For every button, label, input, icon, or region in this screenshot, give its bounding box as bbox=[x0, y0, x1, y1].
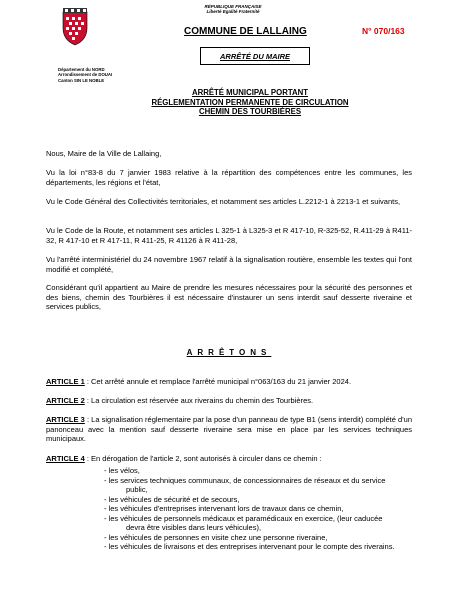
list-item: - les véhicules de personnes en visite chez une personne riveraine, bbox=[104, 532, 328, 542]
article-4-list bbox=[104, 466, 424, 552]
article-label: ARTICLE 4 bbox=[46, 454, 85, 463]
preamble-paragraph: Vu la loi n°83-8 du 7 janvier 1983 relative à la répartition des compétences entre les communes, les départements, les régions et l'état, bbox=[46, 168, 412, 187]
preamble-paragraph: Vu l'arrêté interministériel du 24 novembre 1967 relatif à la signalisation routière, ensemble les textes qui l'ont modifié et complété, bbox=[46, 255, 412, 274]
article-text: : Cet arrêté annule et remplace l'arrêté municipal n°063/163 du 21 janvier 2024. bbox=[84, 377, 352, 386]
article-label: ARTICLE 2 bbox=[46, 396, 85, 405]
list-item: - les véhicules de sécurité et de secours, bbox=[104, 494, 240, 504]
list-item: - les véhicules de personnels médicaux et paramédicaux en exercice, (leur caducée bbox=[104, 513, 383, 523]
preamble-paragraph: Vu le Code Général des Collectivités territoriales, et notamment ses articles L.2212-1 à 2213-1 et suivants, bbox=[46, 197, 401, 206]
list-item: - les véhicules de livraisons et des entreprises intervenant pour le compte des riverains. bbox=[104, 542, 395, 551]
commune-name: COMMUNE DE LALLAING bbox=[184, 26, 307, 37]
article-text: : En dérogation de l'article 2, sont autorisés à circuler dans ce chemin : bbox=[84, 454, 322, 463]
title-line: CHEMIN DES TOURBIÈRES bbox=[198, 107, 302, 116]
list-item: - les véhicules d'entreprises intervenant lors de travaux dans ce chemin, bbox=[104, 504, 344, 513]
arrondissement-line: Arrondissement de DOUAI bbox=[58, 72, 113, 78]
article-1 bbox=[46, 377, 412, 387]
republic-header bbox=[178, 4, 288, 14]
arrete-box-label: ARRÊTÉ DU MAIRE bbox=[219, 51, 290, 61]
article-text: : La circulation est réservée aux riverains du chemin des Tourbières. bbox=[84, 396, 314, 405]
department-block bbox=[58, 67, 112, 83]
preamble-paragraph: Nous, Maire de la Ville de Lallaing, bbox=[46, 149, 162, 158]
republic-line: RÉPUBLIQUE FRANÇAISE bbox=[204, 4, 262, 9]
arrete-number: N° 070/163 bbox=[362, 26, 405, 36]
document-title bbox=[100, 88, 400, 117]
preamble-paragraph: Considérant qu'il appartient au Maire de prendre les mesures nécessaires pour la sécurité des personnes et des biens, chemin des Tourbières il est nécessaire d'instaurer un sens interdit sauf desserte riveraine et services publics, bbox=[46, 283, 412, 311]
article-label: ARTICLE 3 bbox=[46, 415, 85, 424]
title-line: RÉGLEMENTATION PERMANENTE DE CIRCULATION bbox=[151, 97, 349, 107]
list-item: - les services techniques communaux, de concessionnaires de réseaux et du service bbox=[104, 475, 386, 485]
article-3 bbox=[46, 415, 412, 444]
arrete-box-title bbox=[200, 47, 310, 65]
title-line: ARRÊTÉ MUNICIPAL PORTANT bbox=[191, 88, 309, 97]
list-item: public, bbox=[126, 485, 148, 494]
canton-line: Canton SIN LE NOBLE bbox=[58, 77, 105, 83]
republic-motto: Liberté Egalité Fraternité bbox=[206, 9, 260, 14]
arretons-heading: ARRÊTONS bbox=[186, 348, 272, 357]
article-text: : La signalisation réglementaire par la pose d'un panneau de type B1 (sens interdit) complété d'un panonceau avec la mention sauf desserte riveraine sera mise en place par les services techniques municipaux. bbox=[46, 415, 412, 443]
article-4 bbox=[46, 454, 412, 464]
article-label: ARTICLE 1 bbox=[46, 377, 85, 386]
department-line: Département du NORD bbox=[58, 67, 105, 72]
preamble-paragraph: Vu le Code de la Route, et notamment ses articles L 325-1 à L325-3 et R 417-10, R-325-52, R.411-29 à R411-32, R 417-10 et R 417-11, R 411-25, R 41126 à R 411-28, bbox=[46, 226, 412, 245]
article-2 bbox=[46, 396, 412, 406]
list-item: devra être visibles dans leurs véhicules), bbox=[126, 523, 262, 532]
list-item: - les vélos, bbox=[104, 466, 140, 475]
coat-of-arms-logo bbox=[60, 8, 90, 46]
